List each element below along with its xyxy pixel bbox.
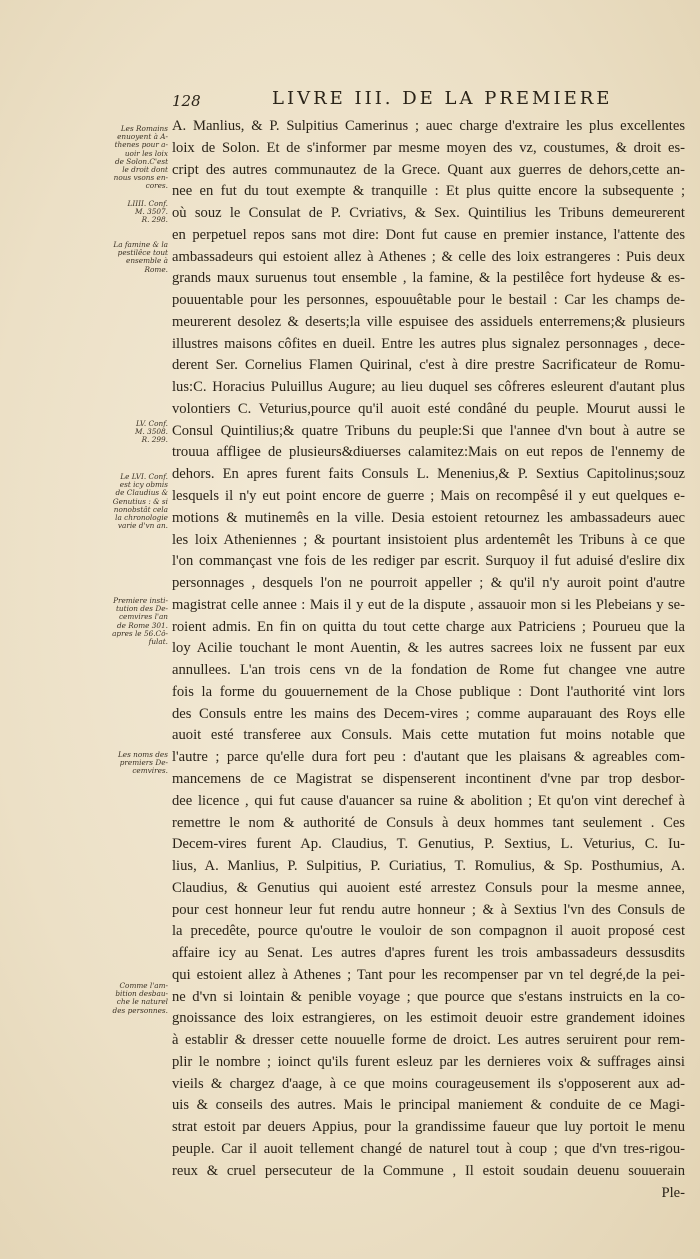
- body-line: Consul Quintilius;& quatre Tribuns du peuple:Si que l'annee d'vn bout à autre se: [172, 422, 685, 439]
- body-line: dee licence , qui fut cause d'auancer sa ruine & abolition ; Et qu'on vint derechef à: [172, 792, 685, 809]
- body-line: pour cest honneur leur fut rendu autre honneur ; & à Sextius l'vn des Consuls de: [172, 901, 685, 918]
- body-line: lius, A. Manlius, P. Sulpitius, P. Curiatius, T. Romulius, & Sp. Posthumius, A.: [172, 858, 685, 875]
- margin-note-line: Rome.: [144, 264, 168, 274]
- margin-note-line: R. 299.: [141, 435, 168, 445]
- body-line: des Consuls entre les mains des Decem-vires ; comme auparauant des Roys elle: [172, 705, 685, 722]
- margin-note: [98, 420, 168, 445]
- body-line: mancemens de ce Magistrat se dispenserent incontinent d'vne par trop desbor-: [172, 770, 685, 787]
- body-line: l'autre ; parce qu'elle dura fort peu : d'autant que les plaisans & agreables com-: [172, 749, 685, 766]
- margin-note-line: le droit dont: [122, 165, 168, 175]
- page-number: 128: [172, 92, 201, 110]
- margin-note-line: tution des De-: [116, 604, 168, 614]
- body-line: la precedête, pource qu'outre le vouloir de son compagnon il auoit proposé cest: [172, 923, 685, 940]
- margin-note-line: bition desbau-: [115, 989, 168, 999]
- body-line: A. Manlius, & P. Sulpitius Camerinus ; auec charge d'extraire les plus excellentes: [172, 118, 685, 134]
- body-line: vieils & chargez d'aage, à ce que moins courageusement ils s'opposerent aux ad-: [172, 1075, 685, 1092]
- margin-note-line: LIIII. Conf.: [127, 199, 168, 208]
- margin-note: [98, 597, 168, 646]
- body-line: Decem-vires furent Ap. Claudius, T. Genutius, P. Sextius, L. Veturius, C. Iu-: [172, 836, 685, 853]
- body-line: ambassadeurs qui estoient allez à Athenes ; & celle des loix estrangeres : Puis deux: [172, 248, 685, 265]
- margin-note-line: varie d'vn an.: [117, 521, 168, 531]
- body-line: à establir & dresser cette nouuelle forme de droict. Les autres seruirent pour rem-: [172, 1032, 685, 1049]
- body-line: illustres maisons côfites en dueil. Entre les autres plus signalez personnages , dece-: [172, 335, 685, 352]
- margin-note-line: nous vsons en-: [113, 173, 168, 183]
- body-line: trouua affligee de plusieurs&diuerses calamitez:Mais on eut repos de l'ennemy de: [172, 444, 685, 461]
- body-line: loix de Solon. Et de s'informer par mesme moyen des vz, coustumes, & droit es-: [172, 139, 685, 156]
- body-line: strat estoit par deuers Appius, pour la grandissime faueur que luy portoit le menu: [172, 1119, 685, 1136]
- margin-note-line: Comme l'am-: [119, 981, 168, 990]
- margin-note-line: Les Romains: [120, 124, 168, 133]
- body-text: [172, 116, 685, 1204]
- body-line: nee en fut du tout exempte & tranquille : Et plus quitte encore la subsequente ;: [172, 183, 685, 200]
- margin-note-line: est icy obmis: [119, 480, 168, 490]
- margin-note: [98, 982, 168, 1015]
- body-line: annullees. L'an trois cens vn de la fondation de Rome fut changee vne autre: [172, 662, 685, 679]
- margin-note-line: M. 3508.: [135, 427, 168, 437]
- margin-note-line: Premiere insti-: [113, 596, 168, 605]
- body-line: auoit esté transferee aux Consuls. Mais cette mutation fut moins notable que: [172, 727, 685, 744]
- margin-note-line: LV. Conf.: [135, 419, 168, 428]
- margin-note: [98, 125, 168, 191]
- body-line: uis & conseils des autres. Mais le principal maniement & conduite de ce Magi-: [172, 1097, 685, 1114]
- body-line: grands maux suruenus tout ensemble , la famine, & la pestilêce fort hydeuse & es-: [172, 270, 685, 287]
- margin-note-line: che le naturel: [116, 997, 168, 1007]
- margin-note-line: des personnes.: [112, 1005, 168, 1015]
- margin-note-line: nonobstât cela: [113, 504, 168, 514]
- margin-note-line: de Solon.C'est: [114, 156, 168, 166]
- body-line: lus:C. Horacius Puluillus Augure; au lieu duquel ses côfreres esleurent d'autant plus: [172, 379, 685, 396]
- margin-note-line: Genutius : & si: [112, 496, 168, 506]
- body-line: cript des autres communautez de la Grece. Quant aux guerres de dehors,cette an-: [172, 161, 685, 178]
- body-line: ne d'vn si lointain & penible voyage ; que pource que s'estans instruicts en la co-: [172, 988, 685, 1005]
- body-line: affaire icy au Senat. Les autres d'apres furent les trois ambassadeurs dessusdits: [172, 945, 685, 962]
- body-line: gnoissance des loix estrangieres, on les estimoit deuoir estre grandement idoines: [172, 1010, 685, 1027]
- catchword: Ple-: [661, 1184, 685, 1201]
- margin-note-line: enuoyent à A-: [117, 132, 168, 142]
- body-line: dehors. En apres furent faits Consuls L. Menenius,& P. Sextius Capitolinus;souz: [172, 466, 685, 483]
- margin-note-line: thenes pour a-: [114, 140, 168, 150]
- margin-note-line: la chronologie: [115, 513, 168, 523]
- margin-note-line: M. 3507.: [135, 207, 168, 217]
- margin-note-line: pestilêce tout: [117, 248, 168, 258]
- margin-note: [98, 751, 168, 776]
- body-line: fois la forme du gouuernement de la Chose publique : Dont l'authorité vint lors: [172, 683, 685, 700]
- body-line: reux & cruel persecuteur de la Commune , Il estoit soudain deuenu souuerain: [172, 1162, 685, 1179]
- running-title: LIVRE III. DE LA PREMIERE: [272, 88, 613, 109]
- margin-note-line: R. 298.: [141, 215, 168, 225]
- margin-note-line: de Rome 301.: [117, 620, 168, 630]
- body-line: loy Acilie touchant le mont Auentin, & les autres sacrees loix ne fussent par eux: [172, 640, 685, 657]
- margin-note-line: uoir les loix: [124, 148, 168, 158]
- margin-note-line: cemvires.: [132, 766, 168, 776]
- margin-note-line: apres le 56.Cô-: [112, 628, 168, 638]
- margin-note-line: Le LVI. Conf.: [120, 472, 168, 481]
- body-line: peuple. Car il auoit tellement changé de naturel tout à coup ; que d'vn tres-rigou-: [172, 1140, 685, 1157]
- body-line: où souz le Consulat de P. Cvriativs, & Sex. Quintilius les Tribuns demeurerent: [172, 205, 685, 222]
- body-line: pouuentable pour les personnes, espouuêtable pour le bestail : Car les champs de-: [172, 292, 685, 309]
- body-line: derent Ser. Cornelius Flamen Quirinal, c'est à dire prestre Sacrificateur de Romu-: [172, 357, 685, 374]
- margin-note-line: ensemble à: [126, 256, 168, 266]
- margin-note-line: cores.: [145, 181, 168, 191]
- body-line: meurerent desolez & deserts;la ville espuisee des assiduels enterremens;& plusieurs: [172, 313, 685, 330]
- body-line: volontiers C. Veturius,pource qu'il auoit esté condâné du peuple. Mourut aussi le: [172, 400, 685, 417]
- body-line: roient admis. En fin on quitta du tout cette charge aux Patriciens ; Pourueu que la: [172, 618, 685, 635]
- margin-note-line: premiers De-: [119, 758, 168, 768]
- body-line: motions & mutinemês en la ville. Desia estoient retournez les ambassadeurs auec: [172, 509, 685, 526]
- body-line: lesquels il n'y eut point encore de guerre ; Mais on recompêsé il y eut quelques e-: [172, 488, 685, 505]
- body-line: les loix Atheniennes ; & pourtant insistoient plus ardentemêt les Tribuns à ce que: [172, 531, 685, 548]
- margin-note-line: Les noms des: [117, 750, 168, 759]
- body-line: en perpetuel repos sans mot dire: Dont fut cause en premier instance, l'attente des: [172, 226, 685, 243]
- margin-note: [98, 241, 168, 274]
- body-line: plir le nombre ; ioinct qu'ils furent esleuz par les dernieres voix & suffrages ainsi: [172, 1053, 685, 1070]
- margin-note-line: La famine & la: [113, 240, 168, 249]
- margin-note-line: cemvires l'an: [118, 612, 168, 622]
- margin-note: [98, 473, 168, 530]
- body-line: l'on commançast vne fois de les rediger par escrit. Surquoy il fut aduisé d'eslire dix: [172, 553, 685, 570]
- body-line: magistrat celle annee : Mais il y eut de la dispute , assauoir mon si les Plebeians y se-: [172, 596, 685, 613]
- body-line: remettre le nom & authorité de Consuls à deux hommes tant seulement . Ces: [172, 814, 685, 831]
- body-line: personnages , desquels l'on ne pourroit appeller ; & qu'il n'y auroit point d'autre: [172, 575, 685, 592]
- margin-note-line: de Claudius &: [115, 488, 168, 498]
- margin-note-line: fulat.: [148, 637, 168, 647]
- margin-note: [98, 200, 168, 225]
- body-line: qui estoient allez à Athenes ; Tant pour les recompenser par vn tel degré,de la pei-: [172, 966, 685, 983]
- body-line: Claudius, & Genutius qui auoient esté arrestez Consuls pour la mesme annee,: [172, 879, 685, 896]
